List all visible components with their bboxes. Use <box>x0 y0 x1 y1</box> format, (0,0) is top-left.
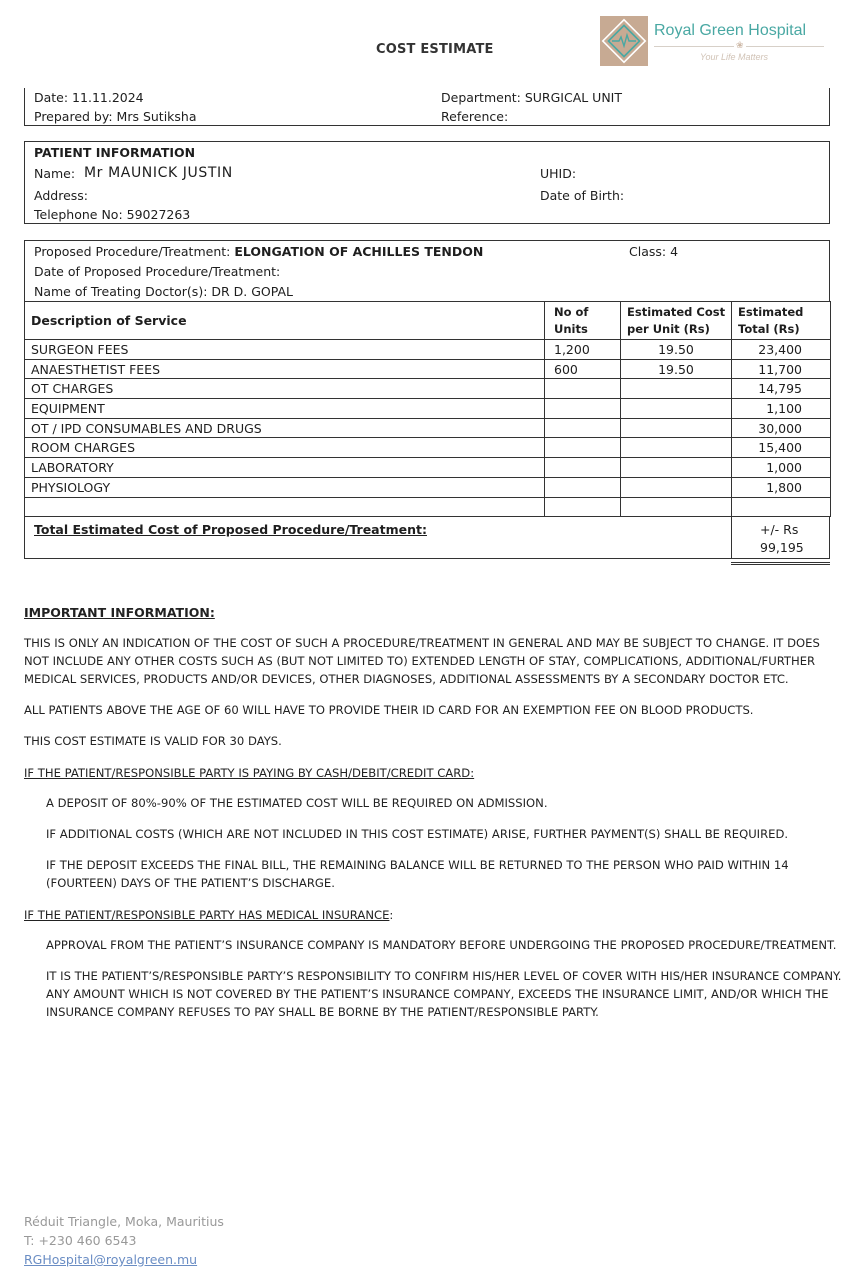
insurance-heading-colon: : <box>389 908 394 922</box>
row-units <box>545 458 621 478</box>
footer-email[interactable]: RGHospital@royalgreen.mu <box>24 1252 198 1267</box>
col-header-cost-line2: per Unit (Rs) <box>627 321 710 336</box>
row-units <box>545 438 621 458</box>
col-header-total <box>732 302 831 340</box>
col-header-total-line2: Total (Rs) <box>738 321 800 336</box>
footer-address: Réduit Triangle, Moka, Mauritius <box>24 1214 224 1229</box>
table-row <box>25 477 831 497</box>
row-unit-cost <box>621 418 732 438</box>
cash-payment-heading: IF THE PATIENT/RESPONSIBLE PARTY IS PAYING BY CASH/DEBIT/CREDIT CARD: <box>24 766 475 780</box>
row-description: EQUIPMENT <box>25 399 545 419</box>
row-units: 1,200 <box>545 340 621 360</box>
empty-cell <box>621 497 732 517</box>
row-total: 14,795 <box>732 379 831 399</box>
table-row <box>25 379 831 399</box>
reference-field: Reference: <box>441 109 509 124</box>
proposed-procedure-label: Proposed Procedure/Treatment: <box>34 244 231 259</box>
treating-doctor: Name of Treating Doctor(s): DR D. GOPAL <box>34 284 294 299</box>
table-row <box>25 399 831 419</box>
document-title: COST ESTIMATE <box>376 42 494 57</box>
patient-dob: Date of Birth: <box>540 188 625 203</box>
hospital-name: Royal Green Hospital <box>654 22 807 39</box>
services-table <box>24 301 831 517</box>
table-header-row <box>25 302 831 340</box>
patient-address: Address: <box>34 188 88 203</box>
row-description: PHYSIOLOGY <box>25 477 545 497</box>
row-units <box>545 379 621 399</box>
patient-info-heading: PATIENT INFORMATION <box>34 145 196 160</box>
col-header-cost-line1: Estimated Cost <box>627 304 726 319</box>
row-description: OT / IPD CONSUMABLES AND DRUGS <box>25 418 545 438</box>
row-total: 11,700 <box>732 359 831 379</box>
row-description: ANAESTHETIST FEES <box>25 359 545 379</box>
footer-email-link[interactable] <box>24 1250 197 1270</box>
procedure-class: Class: 4 <box>629 244 679 259</box>
row-description: SURGEON FEES <box>25 340 545 360</box>
table-empty-row <box>25 497 831 517</box>
row-total: 23,400 <box>732 340 831 360</box>
row-total: 1,000 <box>732 458 831 478</box>
row-units: 600 <box>545 359 621 379</box>
row-units <box>545 418 621 438</box>
col-header-description: Description of Service <box>25 302 545 340</box>
patient-name-label: Name: <box>34 166 76 181</box>
total-value: 99,195 <box>760 540 804 555</box>
row-description: LABORATORY <box>25 458 545 478</box>
empty-cell <box>732 497 831 517</box>
important-heading: IMPORTANT INFORMATION: <box>24 605 215 620</box>
row-description: OT CHARGES <box>25 379 545 399</box>
insurance-heading-text: IF THE PATIENT/RESPONSIBLE PARTY HAS MEDICAL INSURANCE <box>24 908 390 922</box>
patient-uhid: UHID: <box>540 166 577 181</box>
col-header-units-line2: Units <box>554 321 588 336</box>
cash-item-2: IF ADDITIONAL COSTS (WHICH ARE NOT INCLUDED IN THIS COST ESTIMATE) ARISE, FURTHER PAYMENT(S) SHALL BE REQUIRED. <box>46 827 789 841</box>
proposed-procedure <box>34 244 483 259</box>
row-unit-cost <box>621 379 732 399</box>
department-field: Department: SURGICAL UNIT <box>441 90 623 105</box>
row-description: ROOM CHARGES <box>25 438 545 458</box>
procedure-date-label: Date of Proposed Procedure/Treatment: <box>34 264 281 279</box>
total-currency: +/- Rs <box>760 522 799 537</box>
table-row <box>25 438 831 458</box>
row-total: 15,400 <box>732 438 831 458</box>
patient-telephone: Telephone No: 59027263 <box>34 207 191 222</box>
row-unit-cost <box>621 438 732 458</box>
col-header-unit-cost <box>621 302 732 340</box>
hospital-tagline: Your Life Matters <box>700 52 769 62</box>
col-header-units <box>545 302 621 340</box>
row-unit-cost <box>621 458 732 478</box>
row-units <box>545 477 621 497</box>
flower-icon: ❀ <box>736 41 744 51</box>
total-label: Total Estimated Cost of Proposed Procedure/Treatment: <box>34 522 427 537</box>
total-double-underline <box>731 562 830 565</box>
row-unit-cost <box>621 477 732 497</box>
row-total: 1,800 <box>732 477 831 497</box>
empty-cell <box>545 497 621 517</box>
row-total: 30,000 <box>732 418 831 438</box>
row-units <box>545 399 621 419</box>
patient-name-value: Mr MAUNICK JUSTIN <box>84 165 233 181</box>
important-paragraph-3: THIS COST ESTIMATE IS VALID FOR 30 DAYS. <box>24 734 282 748</box>
footer-phone: T: +230 460 6543 <box>24 1233 137 1248</box>
empty-cell <box>25 497 545 517</box>
table-row <box>25 340 831 360</box>
insurance-item-1: APPROVAL FROM THE PATIENT’S INSURANCE COMPANY IS MANDATORY BEFORE UNDERGOING THE PROPOSED PROCEDURE/TREATMENT. <box>46 938 837 952</box>
hospital-logo-icon <box>600 16 648 66</box>
cash-item-1: A DEPOSIT OF 80%-90% OF THE ESTIMATED COST WILL BE REQUIRED ON ADMISSION. <box>46 796 548 810</box>
table-row <box>25 458 831 478</box>
row-unit-cost: 19.50 <box>621 359 732 379</box>
cash-item-3: IF THE DEPOSIT EXCEEDS THE FINAL BILL, THE REMAINING BALANCE WILL BE RETURNED TO THE PERSON WHO PAID WITHIN 14 (FOURTEEN) DAYS OF THE PATIENT’S DISCHARGE. <box>46 858 789 890</box>
col-header-units-line1: No of <box>554 304 589 319</box>
table-row <box>25 418 831 438</box>
row-unit-cost <box>621 399 732 419</box>
table-row <box>25 359 831 379</box>
row-unit-cost: 19.50 <box>621 340 732 360</box>
row-total: 1,100 <box>732 399 831 419</box>
important-paragraph-1: THIS IS ONLY AN INDICATION OF THE COST OF SUCH A PROCEDURE/TREATMENT IN GENERAL AND MAY BE SUBJECT TO CHANGE. IT DOES NOT INCLUDE ANY OTHER COSTS SUCH AS (BUT NOT LIMITED TO) EXTENDED LENGTH OF STAY, COMPLICATIONS, ADDITIONAL/FURTHER MEDICAL SERVICES, PRODUCTS AND/OR DEVICES, OTHER DIAGNOSES, ADDITIONAL ASSESSMENTS BY A SECONDARY DOCTOR ETC. <box>24 636 820 686</box>
prepared-by-field: Prepared by: Mrs Sutiksha <box>34 109 197 124</box>
insurance-heading <box>24 906 844 924</box>
insurance-item-2: IT IS THE PATIENT’S/RESPONSIBLE PARTY’S RESPONSIBILITY TO CONFIRM HIS/HER LEVEL OF COVER WITH HIS/HER INSURANCE COMPANY. ANY AMOUNT WHICH IS NOT COVERED BY THE PATIENT’S INSURANCE COMPANY, EXCEEDS THE INSURANCE LIMIT, AND/OR WHICH THE INSURANCE COMPANY REFUSES TO PAY SHALL BE BORNE BY THE PATIENT/RESPONSIBLE PARTY. <box>46 969 842 1019</box>
col-header-total-line1: Estimated <box>738 304 804 319</box>
important-paragraph-2: ALL PATIENTS ABOVE THE AGE OF 60 WILL HAVE TO PROVIDE THEIR ID CARD FOR AN EXEMPTION FEE ON BLOOD PRODUCTS. <box>24 703 754 717</box>
date-field: Date: 11.11.2024 <box>34 90 144 105</box>
proposed-procedure-value: ELONGATION OF ACHILLES TENDON <box>234 244 484 259</box>
